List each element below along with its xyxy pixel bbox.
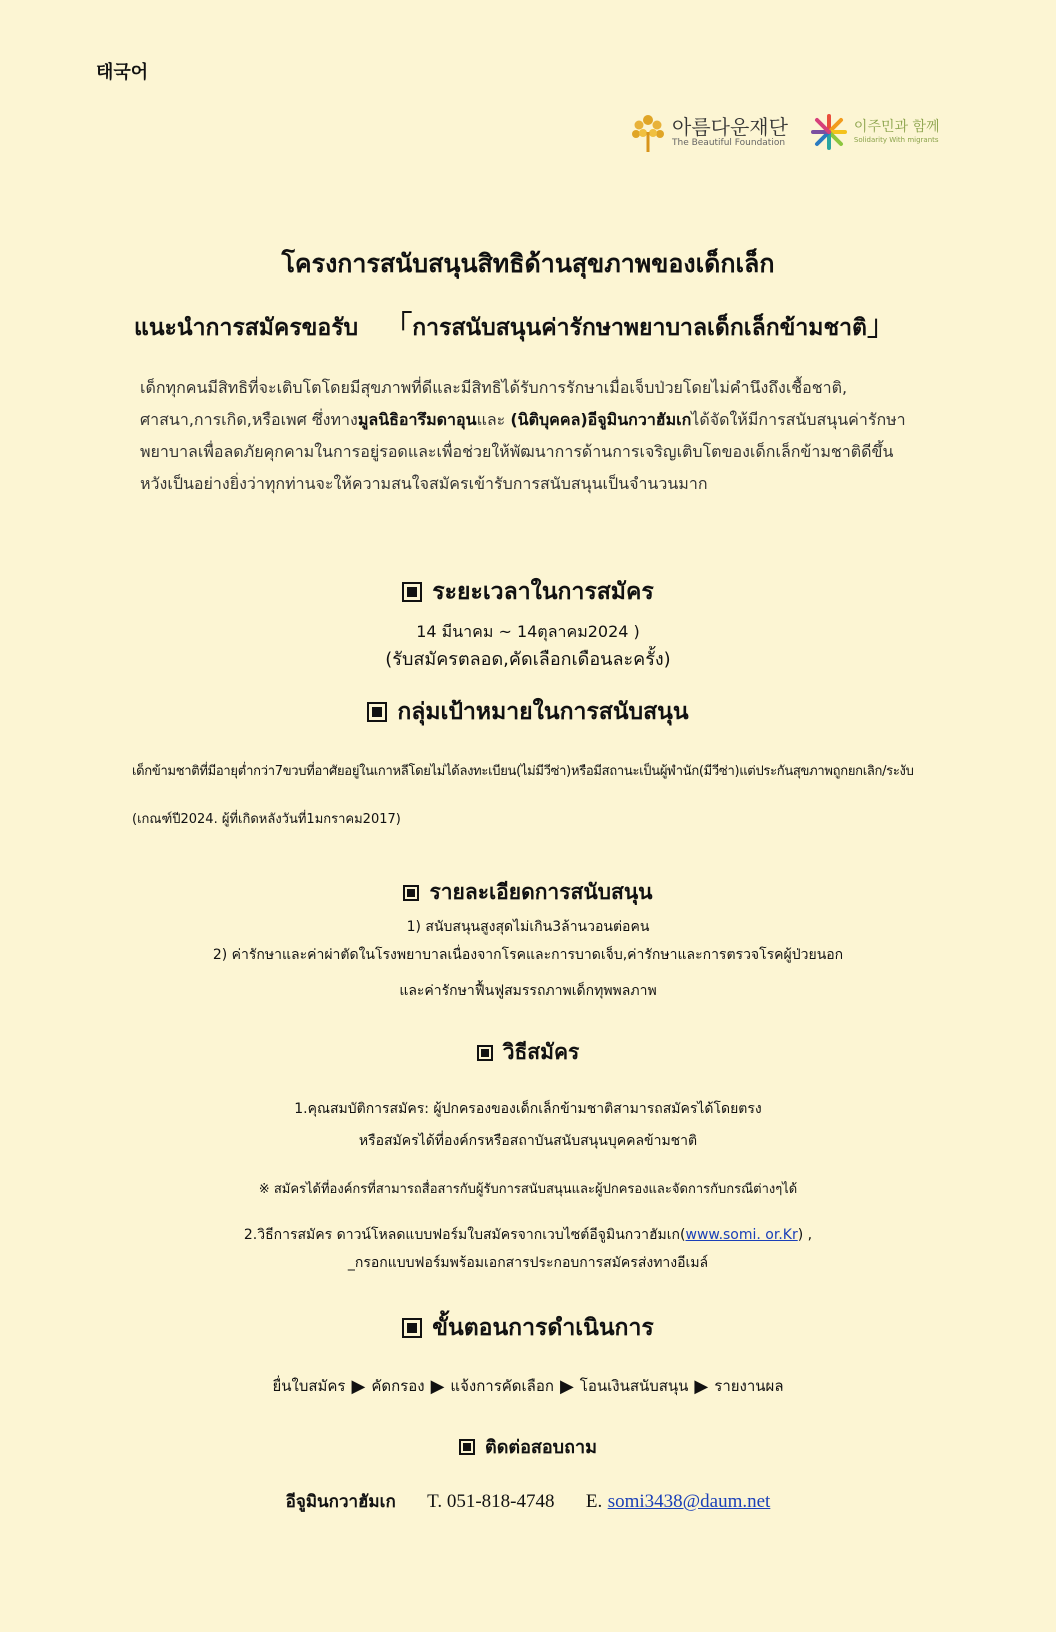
details-item-2a: 2) ค่ารักษาและค่าผ่าตัดในโรงพยาบาลเนื่องจากโรคและการบาดเจ็บ,ค่ารักษาและการตรวจโรคผู้ป่วยนอก bbox=[212, 947, 844, 963]
contact-email-link[interactable]: somi3438@daum.net bbox=[607, 1491, 771, 1512]
language-label: 태국어 bbox=[96, 62, 149, 83]
intro-text-1: เด็กทุกคนมีสิทธิที่จะเติบโตโดยมีสุขภาพที่ดีและมีสิทธิได้รับการรักษาเมื่อเจ็บป่วยโดยไม่คำนึงถึงเชื้อชาติ, ศาสนา,การเกิด,หรือเพศ ซึ่งทาง bbox=[140, 378, 848, 429]
contact-phone: T. 051-818-4748 bbox=[427, 1491, 555, 1512]
contact-heading: ติดต่อสอบถาม bbox=[485, 1437, 597, 1458]
square-bullet-icon bbox=[403, 885, 419, 901]
target-line-2: (เกณฑ์ปี2024. ผู้ที่เกิดหลังวันที่1มกราคม2017) bbox=[132, 812, 401, 827]
apply-method-2: _กรอกแบบฟอร์มพร้อมเอกสารประกอบการสมัครส่งทางอีเมล์ bbox=[347, 1255, 709, 1271]
square-bullet-icon bbox=[459, 1439, 475, 1455]
target-line-1: เด็กข้ามชาติที่มีอายุต่ำกว่า7ขวบที่อาศัยอยู่ในเกาหลีโดยไม่ได้ลงทะเบียน(ไม่มีวีซ่า)หรือมีสถานะเป็นผู้พำนัก(มีวีซ่า)แต่ประกันสุขภาพถูกยกเลิก/ระงับ bbox=[132, 764, 914, 779]
arrow-right-icon: ▶ bbox=[430, 1375, 445, 1397]
step-4: โอนเงินสนับสนุน bbox=[579, 1377, 689, 1395]
period-dates: 14 มีนาคม ~ 14ตุลาคม2024 ) bbox=[416, 622, 640, 641]
intro-text-3: ได้จัดให้มีการสนับสนุนค่ารักษาพยาบาลเพื่อลดภัยคุกคามในการอยู่รอดและเพื่อช่วยให้พัฒนาการด้านการเจริญเติบโตของเด็กเล็กข้ามชาติดีขึ้น หวังเป็นอย่างยิ่งว่าทุกท่านจะให้ความสนใจสมัครเข้ารับการสนับสนุนเป็นจำนวนมาก bbox=[140, 410, 906, 493]
sunburst-icon bbox=[810, 113, 848, 151]
beautiful-foundation-logo bbox=[630, 110, 788, 154]
logo-bar bbox=[630, 110, 940, 154]
subtitle-main: การสนับสนุนค่ารักษาพยาบาลเด็กเล็กข้ามชาติ bbox=[412, 315, 867, 341]
contact-org: อีจูมินกวาฮัมเก bbox=[285, 1492, 396, 1512]
apply-heading: วิธีสมัคร bbox=[502, 1040, 580, 1064]
apply-method-suffix: ) , bbox=[797, 1227, 813, 1243]
contact-line bbox=[0, 1488, 1056, 1515]
intro-bold-1: มูลนิธิอารึมดาอุน bbox=[357, 410, 477, 429]
arrow-right-icon: ▶ bbox=[694, 1375, 709, 1397]
square-bullet-icon bbox=[402, 582, 422, 602]
step-1: ยื่นใบสมัคร bbox=[272, 1377, 346, 1395]
section-period bbox=[0, 574, 1056, 610]
section-contact bbox=[0, 1432, 1056, 1461]
intro-text-2: และ bbox=[476, 410, 511, 429]
page-title: โครงการสนับสนุนสิทธิด้านสุขภาพของเด็กเล็ก bbox=[281, 249, 775, 278]
period-heading: ระยะเวลาในการสมัคร bbox=[432, 579, 654, 605]
subtitle-prefix: แนะนำการสมัครขอรับ bbox=[134, 315, 359, 341]
apply-method-1 bbox=[0, 1224, 1056, 1246]
solidarity-name: 이주민과 함께 bbox=[853, 119, 940, 136]
details-item-1: 1) สนับสนุนสูงสุดไม่เกิน3ล้านวอนต่อคน bbox=[406, 919, 650, 935]
subtitle-close-bracket: 」 bbox=[866, 309, 895, 342]
section-details bbox=[0, 876, 1056, 909]
period-note: (รับสมัครตลอด,คัดเลือกเดือนละครั้ง) bbox=[385, 649, 671, 670]
foundation-name: 아름다운재단 bbox=[672, 115, 788, 139]
section-process bbox=[0, 1310, 1056, 1346]
contact-email-prefix: E. bbox=[585, 1491, 603, 1512]
square-bullet-icon bbox=[367, 702, 387, 722]
process-steps bbox=[0, 1374, 1056, 1398]
solidarity-subname: Solidarity With migrants bbox=[853, 135, 939, 144]
target-heading: กลุ่มเป้าหมายในการสนับสนุน bbox=[397, 699, 689, 725]
step-5: รายงานผล bbox=[714, 1377, 784, 1395]
subtitle-open-bracket: 「 bbox=[384, 309, 413, 342]
website-link[interactable]: www.somi. or.Kr bbox=[685, 1227, 798, 1243]
intro-bold-2: (นิติบุคคล)อีจูมินกวาฮัมเก bbox=[510, 410, 692, 429]
apply-qualification-2: หรือสมัครได้ที่องค์กรหรือสถาบันสนับสนุนบุคคลข้ามชาติ bbox=[358, 1133, 698, 1149]
page-subtitle bbox=[134, 304, 895, 346]
solidarity-logo bbox=[810, 113, 940, 151]
intro-paragraph bbox=[140, 372, 920, 500]
apply-note: ※ สมัครได้ที่องค์กรที่สามารถสื่อสารกับผู้รับการสนับสนุนและผู้ปกครองและจัดการกับกรณีต่างๆได้ bbox=[258, 1182, 798, 1197]
section-apply bbox=[0, 1036, 1056, 1069]
step-3: แจ้งการคัดเลือก bbox=[450, 1377, 554, 1395]
arrow-right-icon: ▶ bbox=[559, 1375, 574, 1397]
step-2: คัดกรอง bbox=[371, 1377, 425, 1395]
foundation-subname: The Beautiful Foundation bbox=[672, 138, 786, 148]
section-target bbox=[0, 694, 1056, 730]
tree-icon bbox=[630, 110, 666, 154]
arrow-right-icon: ▶ bbox=[351, 1375, 366, 1397]
details-heading: รายละเอียดการสนับสนุน bbox=[429, 880, 653, 904]
process-heading: ขั้นตอนการดำเนินการ bbox=[432, 1315, 654, 1341]
details-item-2b: และค่ารักษาฟื้นฟูสมรรถภาพเด็กทุพพลภาพ bbox=[399, 983, 657, 999]
square-bullet-icon bbox=[402, 1318, 422, 1338]
apply-qualification-1: 1.คุณสมบัติการสมัคร: ผู้ปกครองของเด็กเล็กข้ามชาติสามารถสมัครได้โดยตรง bbox=[294, 1101, 762, 1117]
apply-method-text: 2.วิธีการสมัคร ดาวน์โหลดแบบฟอร์มใบสมัครจากเวบไซต์อีจูมินกวาฮัมเก( bbox=[243, 1227, 686, 1243]
square-bullet-icon bbox=[477, 1045, 493, 1061]
